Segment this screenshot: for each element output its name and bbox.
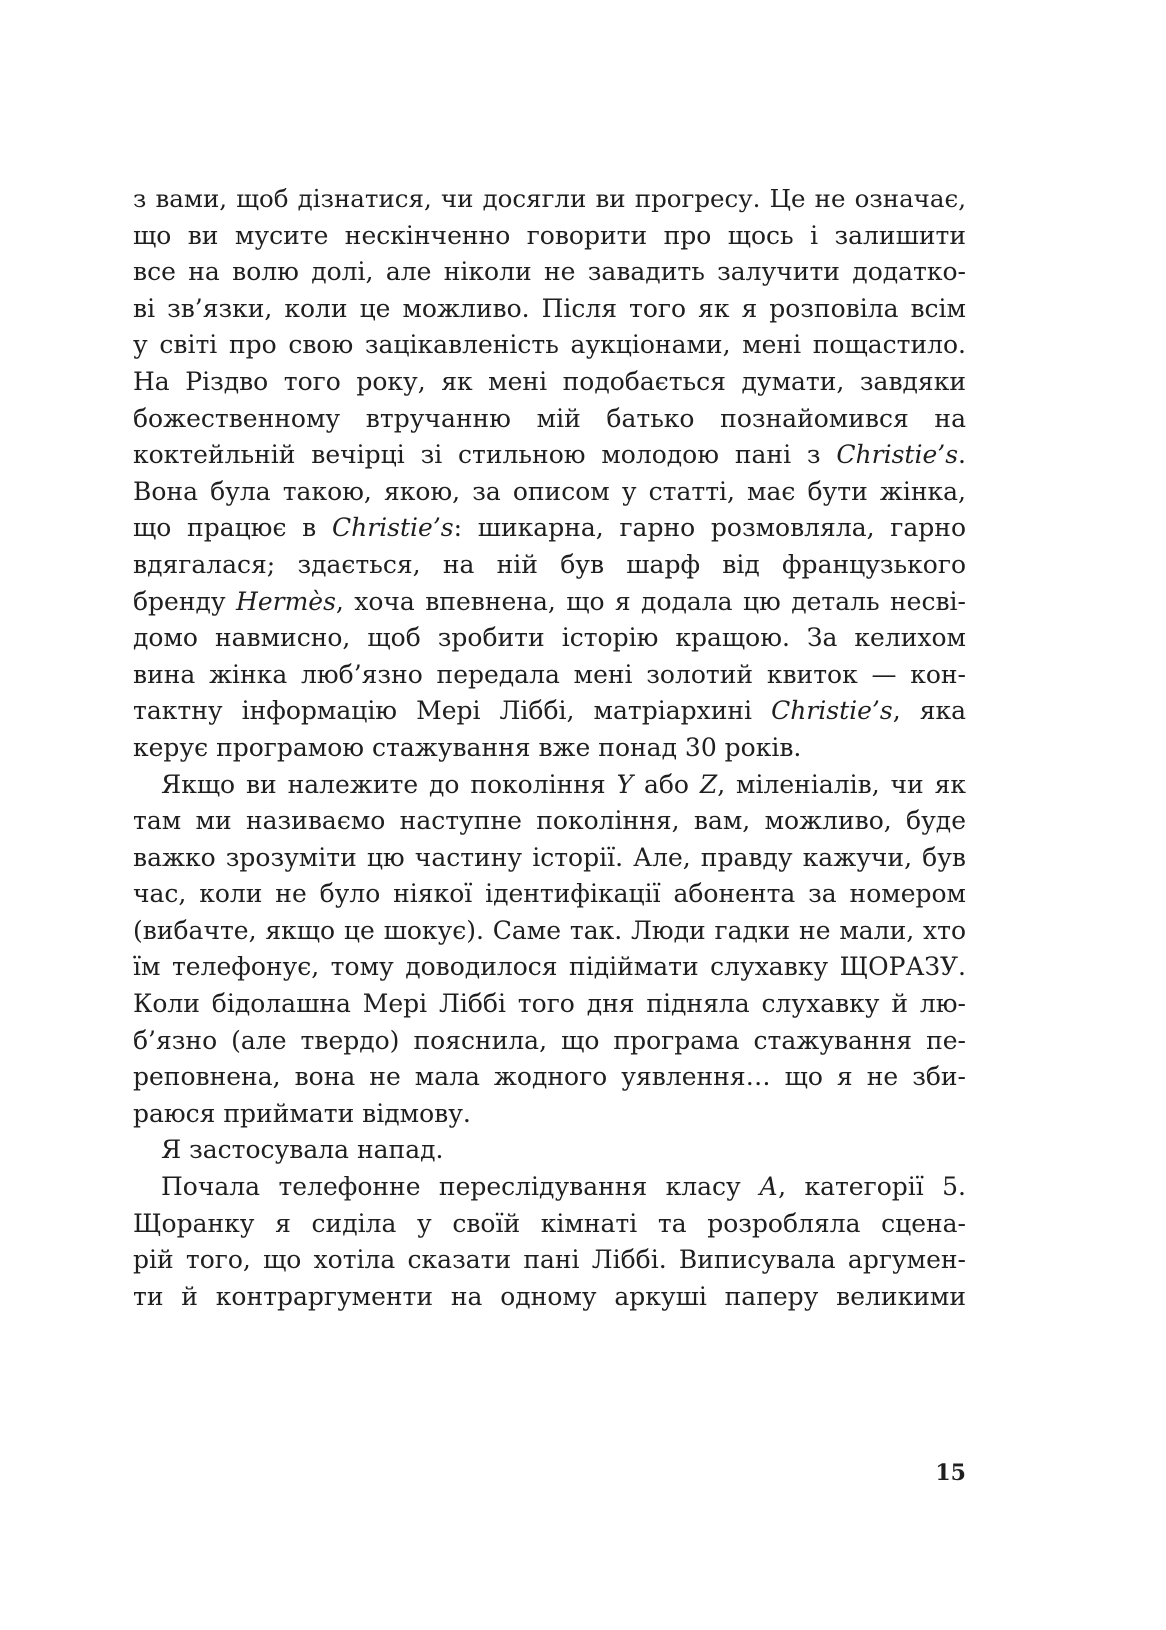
text-line: Якщо ви належите до покоління Y або Z, міленіалів, чи як (161, 769, 966, 799)
text-line: з вами, щоб дізнатися, чи досягли ви прогресу. Це не означає, (133, 184, 966, 213)
text-line: раюся приймати відмову. (133, 1098, 471, 1128)
text-line: що ви мусите нескінченно говорити про щось і залишити (133, 220, 966, 250)
paragraph-3 (133, 1132, 966, 1169)
text-line: Коли бідолашна Мері Ліббі того дня підняла слухавку й лю- (133, 989, 966, 1019)
text-line: бренду Hermès, хоча впевнена, що я додала цю деталь несві- (133, 586, 966, 616)
text-line: у світі про свою зацікавленість аукціонами, мені пощастило. (133, 330, 966, 360)
page-number: 15 (935, 1460, 966, 1486)
text-line: їм телефонує, тому доводилося підіймати слухавку ЩОРАЗУ. (133, 952, 966, 982)
text-line: там ми називаємо наступне покоління, вам, можливо, буде (133, 806, 966, 836)
text-line: Щоранку я сиділа у своїй кімнаті та розробляла сцена- (133, 1208, 966, 1238)
text-line: рій того, що хотіла сказати пані Ліббі. Виписувала аргумен- (133, 1245, 966, 1275)
text-line: важко зрозуміти цю частину історії. Але, правду кажучи, був (133, 842, 966, 872)
text-line: тактну інформацію Мері Ліббі, матріархині Christie’s, яка (133, 696, 966, 726)
text-line: керує програмою стажування вже понад 30 років. (133, 732, 802, 762)
text-line: час, коли не було ніякої ідентифікації абонента за номером (133, 879, 966, 909)
text-line: все на волю долі, але ніколи не завадить залучити додатко- (133, 257, 966, 287)
text-line: ві зв’язки, коли це можливо. Після того як я розповіла всім (133, 293, 966, 323)
text-line: (вибачте, якщо це шокує). Саме так. Люди гадки не мали, хто (133, 915, 966, 945)
text-line: вдягалася; здається, на ній був шарф від французького (133, 549, 966, 579)
paragraph-2 (133, 767, 966, 1133)
text-line: На Різдво того року, як мені подобається думати, завдяки (133, 366, 966, 396)
text-line: ти й контраргументи на одному аркуші паперу великими (133, 1281, 966, 1311)
paragraph-4 (133, 1169, 966, 1315)
text-line: реповнена, вона не мала жодного уявлення… що я не зби- (133, 1062, 966, 1092)
text-line: Вона була такою, якою, за описом у статті, має бути жінка, (133, 476, 966, 506)
body-text (133, 181, 966, 1315)
paragraph-1 (133, 181, 966, 767)
text-line: Я застосувала напад. (161, 1135, 444, 1165)
text-line: божественному втручанню мій батько познайомився на (133, 403, 966, 433)
text-line: б’язно (але твердо) пояснила, що програма стажування пе- (133, 1025, 966, 1055)
text-line: що працює в Christie’s: шикарна, гарно розмовляла, гарно (133, 513, 967, 543)
text-line: домо навмисно, щоб зробити історію кращою. За келихом (133, 623, 966, 653)
text-line: вина жінка люб’язно передала мені золотий квиток — кон- (133, 659, 966, 689)
text-line: Почала телефонне переслідування класу А, категорії 5. (161, 1172, 966, 1202)
text-line: коктейльній вечірці зі стильною молодою пані з Christie’s. (133, 440, 966, 470)
